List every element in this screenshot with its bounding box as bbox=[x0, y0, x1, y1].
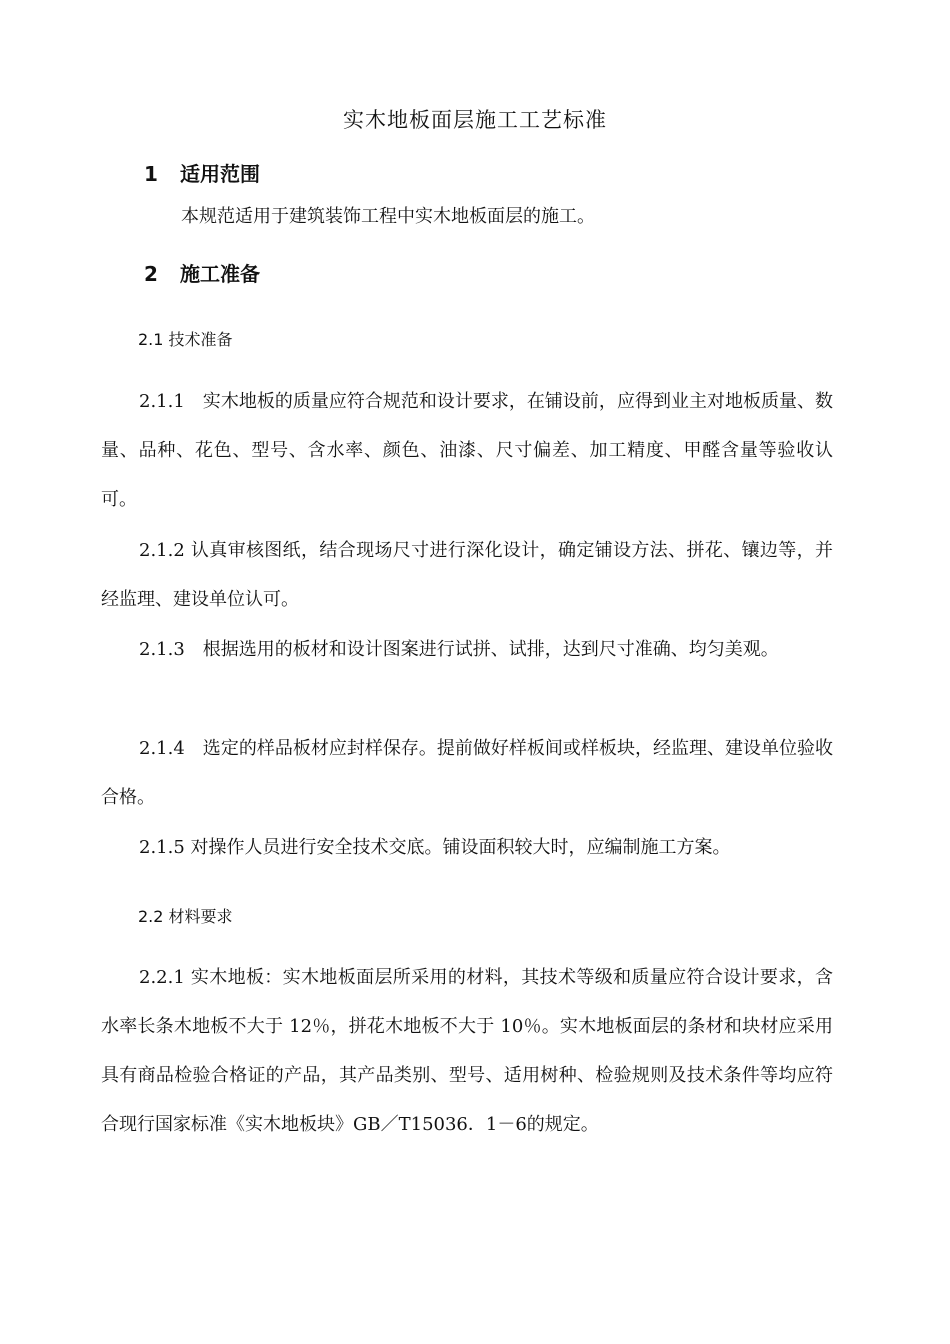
clause-2-2-1: 2.2.1 实木地板：实木地板面层所采用的材料，其技术等级和质量应符合设计要求，含水率长条木地板不大于 12％，拼花木地板不大于 10％。实木地板面层的条材和块材应采用具有商品检验合格证的产品，其产品类别、型号、适用树种、检验规则及技术条件等均应符合现行国家标准《实木地板块》GB／T15036．1－6的规定。 bbox=[101, 967, 833, 1135]
subheading-material-requirements: 2.2 材料要求 bbox=[138, 907, 233, 926]
section-title: 适用范围 bbox=[180, 162, 260, 186]
clause-2-1-2: 2.1.2 认真审核图纸，结合现场尺寸进行深化设计，确定铺设方法、拼花、镶边等，并经监理、建设单位认可。 bbox=[101, 540, 833, 610]
section-title: 施工准备 bbox=[180, 262, 260, 286]
clause-2-1-5: 2.1.5 对操作人员进行安全技术交底。铺设面积较大时，应编制施工方案。 bbox=[139, 837, 731, 858]
clause-2-1-3: 2.1.3 根据选用的板材和设计图案进行试拼、试排，达到尺寸准确、均匀美观。 bbox=[139, 639, 779, 660]
scope-paragraph: 本规范适用于建筑装饰工程中实木地板面层的施工。 bbox=[181, 206, 595, 227]
section-number: 2 bbox=[144, 262, 158, 286]
clause-2-1-1: 2.1.1 实木地板的质量应符合规范和设计要求，在铺设前，应得到业主对地板质量、数量、品种、花色、型号、含水率、颜色、油漆、尺寸偏差、加工精度、甲醛含量等验收认可。 bbox=[101, 391, 833, 510]
clause-2-1-4: 2.1.4 选定的样品板材应封样保存。提前做好样板间或样板块，经监理、建设单位验收合格。 bbox=[101, 738, 833, 808]
subheading-technical-prep: 2.1 技术准备 bbox=[138, 330, 233, 349]
document-title: 实木地板面层施工工艺标准 bbox=[343, 108, 607, 132]
section-number: 1 bbox=[144, 162, 158, 186]
section-heading-scope bbox=[144, 158, 260, 187]
section-heading-preparation bbox=[144, 258, 260, 287]
